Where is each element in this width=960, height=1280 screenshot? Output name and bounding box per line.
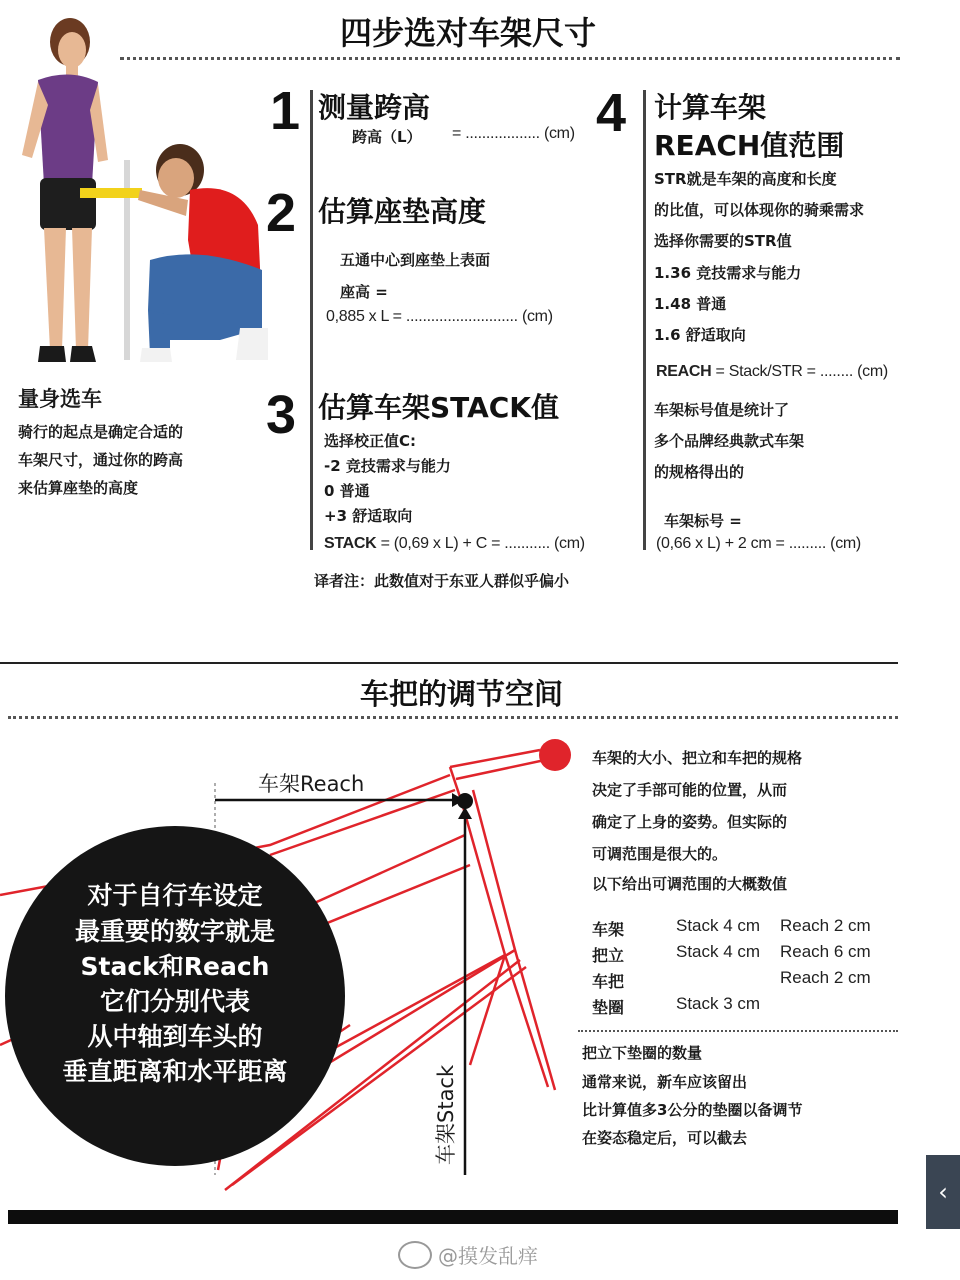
step-3-line: 0 普通 (324, 482, 370, 500)
section-title: 车把的调节空间 (360, 677, 564, 711)
step-2-desc: 五通中心到座垫上表面 (340, 251, 491, 269)
step-1-number: 1 (270, 81, 301, 141)
step-2-number: 2 (266, 183, 297, 243)
step-1-title: 测量跨高 (318, 91, 431, 124)
step-2-label: 座高 = (340, 283, 388, 301)
desc-line: 确定了上身的姿势。但实际的 (592, 813, 788, 831)
step-4-line: 1.36 竞技需求与能力 (654, 264, 802, 282)
head-tube-point (457, 793, 473, 809)
step-4-formula-label: REACH (656, 363, 712, 380)
section-title-divider (8, 716, 898, 719)
table-row-reach: Reach 6 cm (780, 942, 871, 961)
step-3-line: 选择校正值C: (324, 432, 417, 450)
table-row-stack: Stack 3 cm (676, 994, 761, 1013)
spacer-line: 通常来说，新车应该留出 (582, 1073, 748, 1091)
step-3-line: +3 舒适取向 (324, 507, 413, 525)
step-2-title: 估算座垫高度 (318, 195, 487, 228)
step-4-formula2: (0,66 x L) + 2 cm = ......... (cm) (656, 535, 861, 552)
step-4-note-line: 车架标号值是统计了 (654, 401, 790, 419)
step-4-line: 1.48 普通 (654, 295, 727, 313)
table-row-stack: Stack 4 cm (676, 916, 761, 935)
circle-line: 对于自行车设定 (87, 881, 263, 910)
column-divider-left (310, 90, 313, 550)
table-row-name: 垫圈 (592, 998, 625, 1017)
step-4-title-line2: REACH值范围 (654, 129, 845, 162)
spacer-line: 把立下垫圈的数量 (582, 1044, 703, 1062)
desc-line: 车架的大小、把立和车把的规格 (592, 749, 803, 767)
step-3-number: 3 (266, 385, 297, 445)
step-4-formula-value: = Stack/STR = ........ (cm) (711, 363, 888, 380)
circle-line: 最重要的数字就是 (74, 917, 275, 946)
table-row-reach: Reach 2 cm (780, 968, 871, 987)
step-3-title: 估算车架STACK值 (318, 391, 560, 424)
circle-line: Stack和Reach (80, 952, 270, 981)
step-1-formula-label: 跨高（L） (352, 128, 422, 146)
table-row-name: 车把 (592, 972, 625, 991)
circle-line: 从中轴到车头的 (87, 1022, 263, 1051)
weibo-icon (398, 1241, 432, 1269)
intro-text (18, 418, 183, 502)
reach-label: 车架Reach (258, 772, 365, 796)
step-4-line: STR就是车架的高度和长度 (654, 170, 837, 188)
handlebar-dot (539, 739, 571, 771)
step-4-line: 选择你需要的STR值 (654, 232, 792, 250)
section-divider (0, 662, 898, 664)
step-4-formula (656, 363, 888, 381)
footer-bar (8, 1210, 898, 1224)
step-4-note-line: 的规格得出的 (654, 463, 745, 481)
spacer-line: 比计算值多3公分的垫圈以备调节 (582, 1101, 803, 1119)
step-4-number: 4 (596, 83, 627, 143)
stack-label: 车架Stack (434, 1064, 458, 1165)
table-row-reach: Reach 2 cm (780, 916, 871, 935)
intro-heading: 量身选车 (18, 387, 102, 411)
intro-line: 骑行的起点是确定合适的 (18, 423, 184, 441)
intro-line: 车架尺寸，通过你的跨高 (18, 451, 184, 469)
measurement-illustration (0, 10, 270, 380)
step-4-note-line: 多个品牌经典款式车架 (654, 432, 805, 450)
watermark-text: @摸发乱痒 (438, 1244, 538, 1268)
step-3-formula-value: = (0,69 x L) + C = ........... (cm) (376, 535, 585, 552)
chevron-left-icon: ‹ (938, 1178, 948, 1206)
step-1-formula: = .................. (cm) (452, 125, 575, 142)
prev-page-button[interactable] (926, 1155, 960, 1229)
desc-line: 决定了手部可能的位置，从而 (592, 781, 788, 799)
step-4-line: 1.6 舒适取向 (654, 326, 746, 344)
step-3-line: -2 竞技需求与能力 (324, 457, 451, 475)
table-row-stack: Stack 4 cm (676, 942, 761, 961)
translator-note: 译者注：此数值对于东亚人群似乎偏小 (314, 572, 570, 590)
desc-line: 以下给出可调范围的大概数值 (592, 875, 788, 893)
column-divider-right (643, 90, 646, 550)
info-circle (5, 826, 345, 1166)
intro-line: 来估算座垫的高度 (18, 479, 139, 497)
table-row-name: 把立 (592, 946, 625, 965)
step-2-formula: 0,885 x L = ........................... (cm) (326, 308, 553, 325)
watermark (398, 1240, 538, 1269)
step-4-line: 的比值，可以体现你的骑乘需求 (654, 201, 865, 219)
spacer-line: 在姿态稳定后，可以截去 (582, 1129, 748, 1147)
table-row-name: 车架 (592, 920, 625, 939)
step-4-label2: 车架标号 = (664, 512, 742, 530)
step-3-formula (324, 535, 585, 553)
step-3-formula-label: STACK (324, 535, 377, 552)
table-divider (578, 1030, 898, 1032)
step-4-title-line1: 计算车架 (654, 91, 767, 124)
desc-line: 可调范围是很大的。 (592, 845, 728, 863)
page-title: 四步选对车架尺寸 (340, 14, 597, 52)
circle-line: 它们分别代表 (99, 987, 250, 1016)
circle-line: 垂直距离和水平距离 (62, 1057, 288, 1086)
